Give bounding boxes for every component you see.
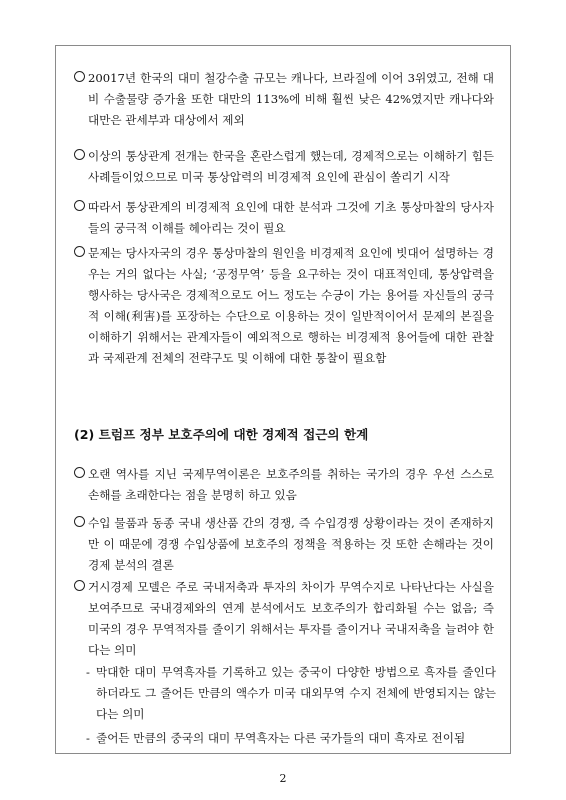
bullet-item xyxy=(74,464,494,506)
section-heading: (2) 트럼프 정부 보호주의에 대한 경제적 접근의 한계 xyxy=(74,427,369,442)
circle-bullet-icon xyxy=(74,467,85,478)
page-number: 2 xyxy=(279,772,287,785)
bullet-item xyxy=(74,513,494,576)
circle-bullet-icon xyxy=(74,149,85,160)
dash-text: 줄어든 만큼의 중국의 대미 무역흑자는 다른 국가들의 대미 흑자로 전이됨 xyxy=(96,731,466,745)
circle-bullet-icon xyxy=(74,516,85,527)
dash-item xyxy=(86,728,496,749)
bullet-text: 문제는 당사자국의 경우 통상마찰의 원인을 비경제적 요인에 빗대어 설명하는 경우는 거의 없다는 사실; ‘공정무역’ 등을 요구하는 것이 대표적인데, 통상압력을 행사하는 당사국은 경제적으로도 어느 정도는 수긍이 가는 용어를 자신들의 궁극적 이해(利害)를 포장하는 수단으로 이용하는 것이 일반적이어서 문제의 본질을 이해하기 위해서는 관계자들이 예외적으로 행하는 비경제적 용어들에 대한 관찰과 국제관계 전체의 전략구도 및 이해에 대한 통찰이 필요함 xyxy=(88,246,494,365)
dash-mark: - xyxy=(86,731,90,745)
bullet-item xyxy=(74,243,494,369)
dash-item xyxy=(86,662,496,725)
bullet-text: 20017년 한국의 대미 철강수출 규모는 캐나다, 브라질에 이어 3위였고, 전해 대비 수출물량 증가율 또한 대만의 113%에 비해 훨씬 낮은 42%였지만 캐나다와 대만은 관세부과 대상에서 제외 xyxy=(88,71,494,127)
bullet-item xyxy=(74,577,494,661)
bullet-item xyxy=(74,197,494,239)
dash-text: 막대한 대미 무역흑자를 기록하고 있는 중국이 다양한 방법으로 흑자를 줄인다 하더라도 그 줄어든 만큼의 액수가 미국 대외무역 수지 전체에 반영되지는 않는다는 의미 xyxy=(96,665,496,721)
circle-bullet-icon xyxy=(74,580,85,591)
bullet-text: 이상의 통상관계 전개는 한국을 혼란스럽게 했는데, 경제적으로는 이해하기 힘든 사례들이었으므로 미국 통상압력의 비경제적 요인에 관심이 쏠리기 시작 xyxy=(88,149,494,184)
bullet-item xyxy=(74,68,494,131)
bullet-text: 오랜 역사를 지닌 국제무역이론은 보호주의를 취하는 국가의 경우 우선 스스로 손해를 초래한다는 점을 분명히 하고 있음 xyxy=(88,467,494,502)
bullet-text: 따라서 통상관계의 비경제적 요인에 대한 분석과 그것에 기초 통상마찰의 당사자들의 궁극적 이해를 헤아리는 것이 필요 xyxy=(88,200,494,235)
bullet-text: 수입 물품과 동종 국내 생산품 간의 경쟁, 즉 수입경쟁 상황이라는 것이 존재하지만 이 때문에 경쟁 수입상품에 보호주의 정책을 적용하는 것 또한 손해라는 것이 경제 분석의 결론 xyxy=(88,516,494,572)
circle-bullet-icon xyxy=(74,200,85,211)
bullet-item xyxy=(74,146,494,188)
dash-mark: - xyxy=(86,665,90,679)
circle-bullet-icon xyxy=(74,71,85,82)
bullet-text: 거시경제 모델은 주로 국내저축과 투자의 차이가 무역수지로 나타난다는 사실을 보여주므로 국내경제와의 연계 분석에서도 보호주의가 합리화될 수는 없음; 즉 미국의 경우 무역적자를 줄이기 위해서는 투자를 줄이거나 국내저축을 늘려야 한다는 의미 xyxy=(88,580,494,657)
circle-bullet-icon xyxy=(74,246,85,257)
